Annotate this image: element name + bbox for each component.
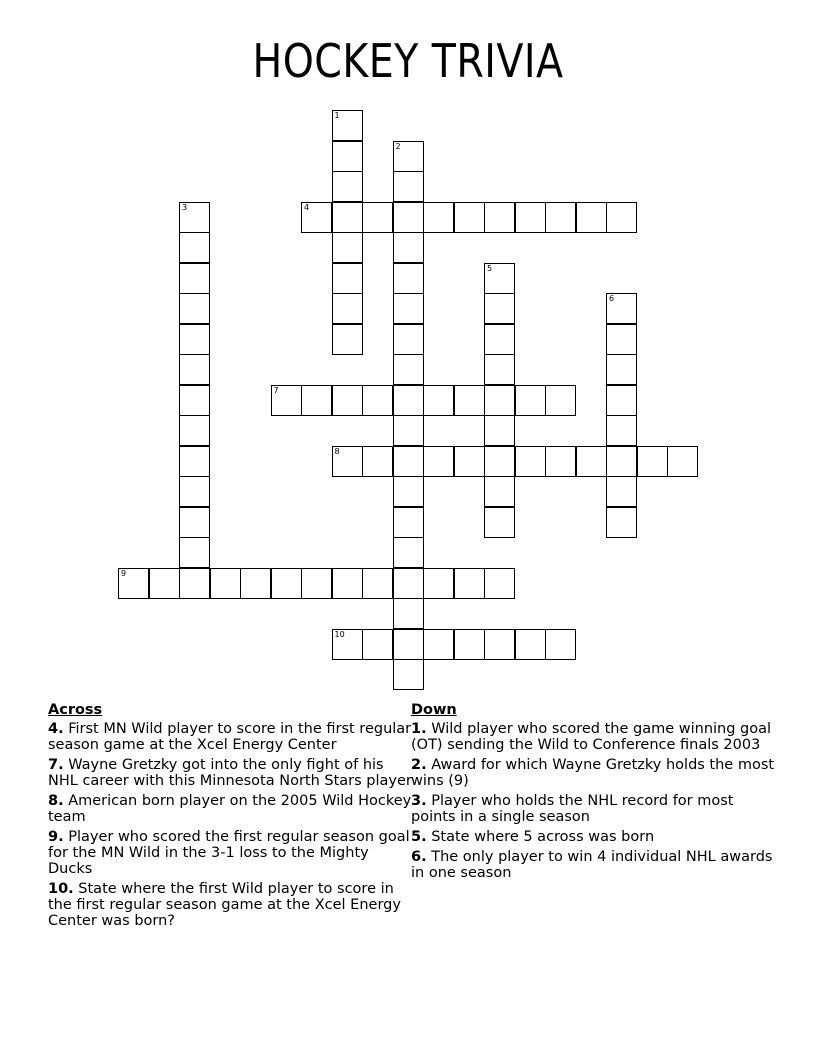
puzzle-title: HOCKEY TRIVIA <box>252 34 564 88</box>
across-clues <box>48 702 413 933</box>
grid-cell[interactable] <box>332 446 363 477</box>
clue-text: Wayne Gretzky got into the only fight of his NHL career with this Minnesota North Stars player <box>48 757 412 789</box>
grid-cell[interactable] <box>545 629 576 660</box>
grid-cell[interactable] <box>179 385 210 416</box>
grid-cell[interactable] <box>606 354 637 385</box>
grid-cell[interactable] <box>484 354 515 385</box>
grid-cell[interactable] <box>332 202 363 233</box>
grid-cell[interactable] <box>179 324 210 355</box>
clue-text: State where 5 across was born <box>431 829 655 845</box>
clue-text: American born player on the 2005 Wild Hockey team <box>48 793 412 825</box>
grid-cell[interactable] <box>393 568 424 599</box>
grid-cell[interactable] <box>393 629 424 660</box>
grid-cell[interactable] <box>484 385 515 416</box>
clue-number-label: 6. <box>411 849 427 865</box>
down-clue <box>411 793 781 825</box>
clue-number-label: 10. <box>48 881 74 897</box>
grid-cell[interactable] <box>606 385 637 416</box>
clue-number: 2 <box>395 141 401 151</box>
grid-cell[interactable] <box>179 476 210 507</box>
grid-cell[interactable] <box>362 629 393 660</box>
grid-cell[interactable] <box>484 568 515 599</box>
grid-cell[interactable] <box>179 232 210 263</box>
grid-cell[interactable] <box>454 568 485 599</box>
down-heading: Down <box>411 702 457 718</box>
down-clue <box>411 829 781 845</box>
grid-cell[interactable] <box>606 415 637 446</box>
grid-cell[interactable] <box>484 324 515 355</box>
grid-cell[interactable] <box>271 385 302 416</box>
grid-cell[interactable] <box>301 202 332 233</box>
grid-cell[interactable] <box>118 568 149 599</box>
grid-cell[interactable] <box>484 202 515 233</box>
clue-number-label: 3. <box>411 793 427 809</box>
grid-cell[interactable] <box>332 324 363 355</box>
grid-cell[interactable] <box>332 385 363 416</box>
grid-cell[interactable] <box>637 446 668 477</box>
grid-cell[interactable] <box>393 324 424 355</box>
grid-cell[interactable] <box>515 629 546 660</box>
down-clue <box>411 721 781 753</box>
clue-number: 10 <box>334 629 345 639</box>
grid-cell[interactable] <box>515 385 546 416</box>
across-clue <box>48 829 413 877</box>
grid-cell[interactable] <box>606 202 637 233</box>
grid-cell[interactable] <box>484 629 515 660</box>
grid-cell[interactable] <box>484 263 515 294</box>
grid-cell[interactable] <box>423 629 454 660</box>
clue-number-label: 2. <box>411 757 427 773</box>
grid-cell[interactable] <box>332 171 363 202</box>
grid-cell[interactable] <box>332 568 363 599</box>
grid-cell[interactable] <box>423 568 454 599</box>
across-clue <box>48 793 413 825</box>
grid-cell[interactable] <box>393 415 424 446</box>
grid-cell[interactable] <box>454 446 485 477</box>
grid-cell[interactable] <box>240 568 271 599</box>
grid-cell[interactable] <box>484 415 515 446</box>
grid-cell[interactable] <box>362 568 393 599</box>
across-clue <box>48 881 413 929</box>
across-clue-list <box>48 721 413 929</box>
grid-cell[interactable] <box>332 293 363 324</box>
clue-number: 5 <box>487 263 493 273</box>
grid-cell[interactable] <box>393 141 424 172</box>
grid-cell[interactable] <box>484 507 515 538</box>
grid-cell[interactable] <box>362 446 393 477</box>
grid-cell[interactable] <box>545 202 576 233</box>
grid-cell[interactable] <box>179 293 210 324</box>
grid-cell[interactable] <box>393 476 424 507</box>
across-clue <box>48 721 413 753</box>
clue-number-label: 5. <box>411 829 427 845</box>
clue-number: 9 <box>121 568 127 578</box>
clue-number-label: 4. <box>48 721 64 737</box>
down-clue <box>411 757 781 789</box>
grid-cell[interactable] <box>179 263 210 294</box>
clue-number: 7 <box>273 385 279 395</box>
across-clue <box>48 757 413 789</box>
grid-cell[interactable] <box>393 598 424 629</box>
grid-cell[interactable] <box>393 171 424 202</box>
across-heading: Across <box>48 702 103 718</box>
grid-cell[interactable] <box>454 629 485 660</box>
grid-cell[interactable] <box>393 659 424 690</box>
grid-cell[interactable] <box>332 629 363 660</box>
grid-cell[interactable] <box>484 293 515 324</box>
clue-text: Wild player who scored the game winning goal (OT) sending the Wild to Conference finals 2003 <box>411 721 772 753</box>
grid-cell[interactable] <box>393 263 424 294</box>
clue-number-label: 8. <box>48 793 64 809</box>
grid-cell[interactable] <box>332 232 363 263</box>
grid-cell[interactable] <box>149 568 180 599</box>
grid-cell[interactable] <box>606 324 637 355</box>
grid-cell[interactable] <box>301 385 332 416</box>
grid-cell[interactable] <box>606 446 637 477</box>
grid-cell[interactable] <box>545 385 576 416</box>
grid-cell[interactable] <box>515 446 546 477</box>
grid-cell[interactable] <box>271 568 302 599</box>
grid-cell[interactable] <box>606 507 637 538</box>
grid-cell[interactable] <box>362 385 393 416</box>
clue-number: 6 <box>609 294 615 303</box>
grid-cell[interactable] <box>210 568 241 599</box>
grid-cell[interactable] <box>484 446 515 477</box>
clue-text: Player who scored the first regular season goal for the MN Wild in the 3-1 loss to the Mighty Ducks <box>48 829 410 877</box>
grid-cell[interactable] <box>332 110 363 141</box>
grid-cell[interactable] <box>423 446 454 477</box>
grid-cell[interactable] <box>484 476 515 507</box>
clue-number-label: 9. <box>48 829 64 845</box>
clue-number: 1 <box>334 111 340 120</box>
grid-cell[interactable] <box>393 385 424 416</box>
grid-cell[interactable] <box>576 202 607 233</box>
grid-cell[interactable] <box>393 232 424 263</box>
grid-cell[interactable] <box>515 202 546 233</box>
grid-cell[interactable] <box>332 141 363 172</box>
grid-cell[interactable] <box>332 263 363 294</box>
grid-cell[interactable] <box>179 202 210 233</box>
grid-cell[interactable] <box>393 354 424 385</box>
down-clues <box>411 702 781 885</box>
grid-cell[interactable] <box>606 293 637 324</box>
grid-cell[interactable] <box>179 568 210 599</box>
grid-cell[interactable] <box>667 446 698 477</box>
grid-cell[interactable] <box>179 354 210 385</box>
grid-cell[interactable] <box>423 385 454 416</box>
grid-cell[interactable] <box>454 385 485 416</box>
grid-cell[interactable] <box>393 507 424 538</box>
clue-number: 4 <box>304 202 310 212</box>
grid-cell[interactable] <box>423 202 454 233</box>
grid-cell[interactable] <box>393 293 424 324</box>
grid-cell[interactable] <box>545 446 576 477</box>
grid-cell[interactable] <box>179 537 210 568</box>
grid-cell[interactable] <box>362 202 393 233</box>
grid-cell[interactable] <box>179 446 210 477</box>
clue-number-label: 7. <box>48 757 64 773</box>
grid-cell[interactable] <box>301 568 332 599</box>
grid-cell[interactable] <box>454 202 485 233</box>
grid-cell[interactable] <box>393 446 424 477</box>
clue-text: State where the first Wild player to score in the first regular season game at the Xcel Energy Center was born? <box>48 881 401 929</box>
clue-text: First MN Wild player to score in the first regular season game at the Xcel Energy Center <box>48 721 412 753</box>
grid-cell[interactable] <box>576 446 607 477</box>
clue-number-label: 1. <box>411 721 427 737</box>
down-clue <box>411 849 781 881</box>
grid-cell[interactable] <box>393 537 424 568</box>
clue-number: 3 <box>182 202 188 212</box>
down-clue-list <box>411 721 781 881</box>
clue-number: 8 <box>334 446 340 456</box>
grid-cell[interactable] <box>606 476 637 507</box>
clue-text: Player who holds the NHL record for most points in a single season <box>411 793 734 825</box>
clue-text: Award for which Wayne Gretzky holds the most wins (9) <box>411 757 775 789</box>
grid-cell[interactable] <box>179 507 210 538</box>
grid-cell[interactable] <box>393 202 424 233</box>
grid-cell[interactable] <box>179 415 210 446</box>
clue-text: The only player to win 4 individual NHL awards in one season <box>411 849 773 881</box>
